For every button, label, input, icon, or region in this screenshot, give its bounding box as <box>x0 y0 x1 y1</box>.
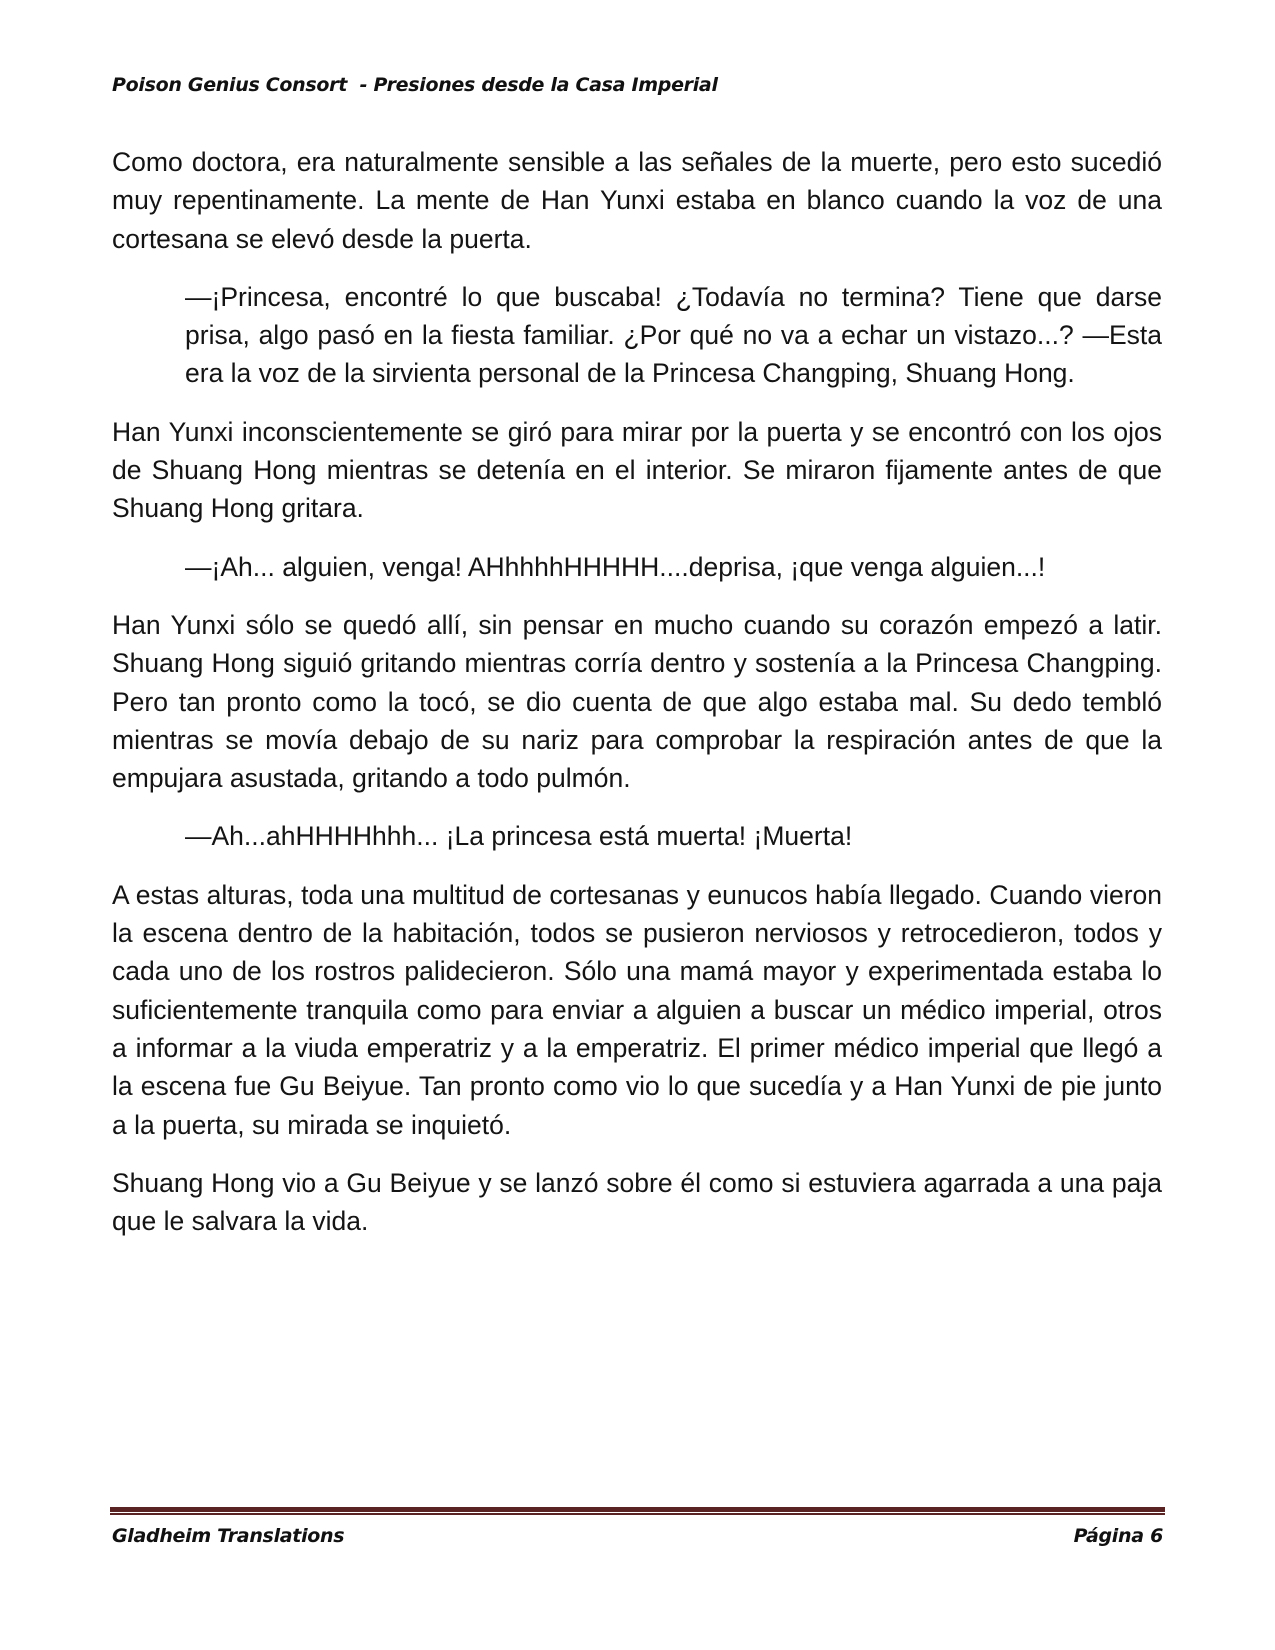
paragraph: Como doctora, era naturalmente sensible a las señales de la muerte, pero esto sucedió muy repentinamente. La mente de Han Yunxi estaba en blanco cuando la voz de una cortesana se elevó desde la puerta. <box>112 147 1162 254</box>
footer-divider-thin <box>110 1513 1165 1515</box>
paragraph: Han Yunxi inconscientemente se giró para mirar por la puerta y se encontró con los ojos de Shuang Hong mientras se detenía en el interior. Se miraron fijamente antes de que Shuang Hong gritara. <box>112 416 1162 524</box>
dialogue-paragraph: —Ah...ahHHHHhhh... ¡La princesa está muerta! ¡Muerta! <box>185 821 853 852</box>
dialogue-paragraph: —¡Princesa, encontré lo que buscaba! ¿Todavía no termina? Tiene que darse prisa, algo pasó en la fiesta familiar. ¿Por qué no va a echar un vistazo...? —Esta era la voz de la sirvienta personal de la Princesa Changping, Shuang Hong. <box>185 281 1162 389</box>
footer-divider <box>110 1507 1165 1515</box>
dialogue-paragraph: —¡Ah... alguien, venga! AHhhhhHHHHH....deprisa, ¡que venga alguien...! <box>185 551 1046 582</box>
footer-publisher: Gladheim Translations <box>112 1525 345 1547</box>
page-body <box>112 143 1162 1260</box>
paragraph: A estas alturas, toda una multitud de cortesanas y eunucos había llegado. Cuando vieron la escena dentro de la habitación, todos se pusieron nerviosos y retrocedieron, todos y cada uno de los rostros palidecieron. Sólo una mamá mayor y experimentada estaba lo suficientemente tranquila como para enviar a alguien a buscar un médico imperial, otros a informar a la viuda emperatriz y a la emperatriz. El primer médico imperial que llegó a la escena fue Gu Beiyue. Tan pronto como vio lo que sucedía y a Han Yunxi de pie junto a la puerta, su mirada se inquietó. <box>112 879 1162 1140</box>
running-header: Poison Genius Consort - Presiones desde la Casa Imperial <box>112 74 718 96</box>
footer-divider-thick <box>110 1507 1165 1512</box>
paragraph: Shuang Hong vio a Gu Beiyue y se lanzó sobre él como si estuviera agarrada a una paja que le salvara la vida. <box>112 1167 1162 1237</box>
paragraph: Han Yunxi sólo se quedó allí, sin pensar en mucho cuando su corazón empezó a latir. Shuang Hong siguió gritando mientras corría dentro y sostenía a la Princesa Changping. Pero tan pronto como la tocó, se dio cuenta de que algo estaba mal. Su dedo tembló mientras se movía debajo de su nariz para comprobar la respiración antes de que la empujara asustada, gritando a todo pulmón. <box>112 609 1162 794</box>
page-number: Página 6 <box>1073 1525 1163 1547</box>
